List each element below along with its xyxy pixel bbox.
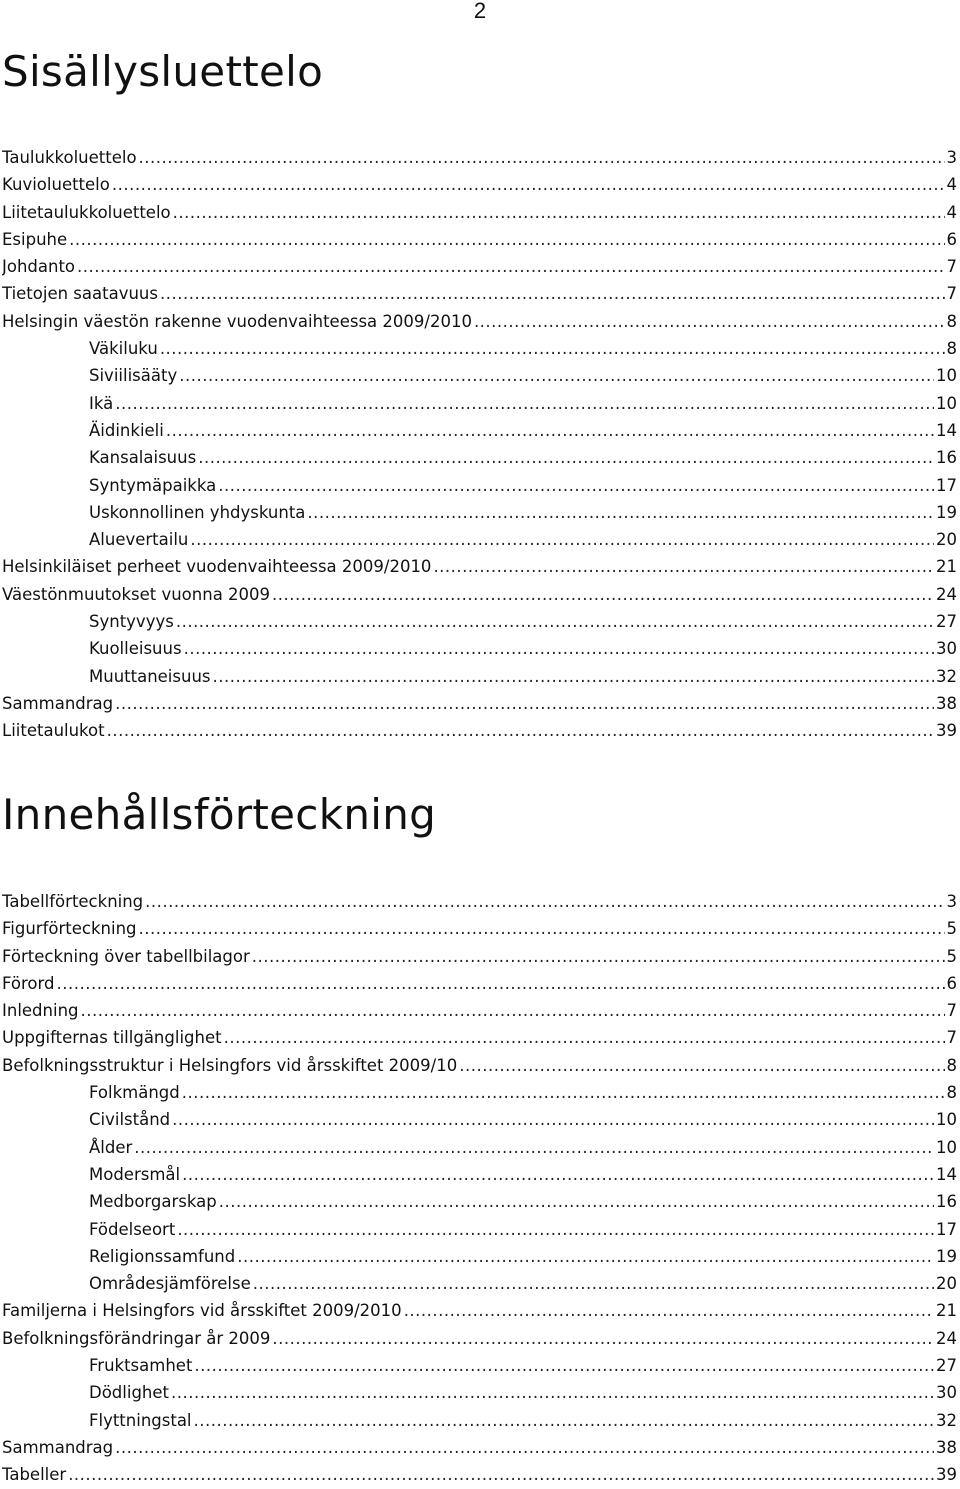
toc-entry[interactable]	[2, 253, 957, 280]
toc-entry[interactable]	[2, 526, 957, 553]
toc-entry-page-number: 7	[946, 257, 957, 277]
toc-entry-page-number: 7	[946, 1028, 957, 1048]
toc-entry[interactable]	[2, 997, 957, 1024]
toc-entry-label: Modersmål	[89, 1164, 181, 1184]
toc-entry[interactable]	[2, 1079, 957, 1106]
toc-dot-leader	[404, 1297, 934, 1324]
toc-dot-leader	[134, 1134, 934, 1161]
toc-list-finnish	[2, 144, 957, 745]
toc-dot-leader	[56, 970, 944, 997]
toc-entry[interactable]	[2, 553, 957, 580]
toc-entry-label: Sammandrag	[2, 1437, 114, 1457]
toc-dot-leader	[219, 1188, 934, 1215]
toc-dot-leader	[173, 199, 945, 226]
toc-dot-leader	[194, 1407, 934, 1434]
toc-entry[interactable]	[2, 144, 957, 171]
toc-entry-page-number: 14	[936, 420, 957, 440]
toc-entry-page-number: 19	[936, 502, 957, 522]
toc-entry-label: Muuttaneisuus	[89, 666, 211, 686]
toc-entry-page-number: 7	[946, 284, 957, 304]
toc-entry-label: Ikä	[89, 393, 114, 413]
toc-entry-label: Kuolleisuus	[89, 639, 182, 659]
toc-entry-page-number: 17	[936, 475, 957, 495]
toc-entry[interactable]	[2, 1024, 957, 1051]
toc-entry-page-number: 39	[936, 721, 957, 741]
toc-title-swedish: Innehållsförteckning	[2, 790, 437, 839]
toc-entry-page-number: 10	[936, 393, 957, 413]
toc-dot-leader	[69, 226, 944, 253]
toc-entry[interactable]	[2, 1161, 957, 1188]
toc-entry[interactable]	[2, 970, 957, 997]
toc-entry[interactable]	[2, 226, 957, 253]
toc-dot-leader	[433, 553, 934, 580]
toc-entry-label: Helsinkiläiset perheet vuodenvaihteessa 2009/2010	[2, 557, 432, 577]
toc-entry[interactable]	[2, 1461, 957, 1488]
toc-dot-leader	[237, 1243, 934, 1270]
toc-entry[interactable]	[2, 663, 957, 690]
toc-entry-label: Befolkningsförändringar år 2009	[2, 1328, 271, 1348]
toc-entry[interactable]	[2, 1270, 957, 1297]
toc-entry[interactable]	[2, 1379, 957, 1406]
toc-dot-leader	[179, 362, 934, 389]
toc-dot-leader	[307, 499, 934, 526]
toc-entry-label: Områdesjämförelse	[89, 1274, 251, 1294]
toc-dot-leader	[145, 888, 944, 915]
toc-entry-page-number: 3	[946, 148, 957, 167]
toc-entry-label: Aluevertailu	[89, 530, 189, 550]
toc-entry[interactable]	[2, 1106, 957, 1133]
toc-entry-label: Ålder	[89, 1137, 133, 1157]
toc-entry-page-number: 16	[936, 448, 957, 468]
toc-dot-leader	[139, 144, 945, 171]
toc-entry-page-number: 20	[936, 1274, 957, 1294]
toc-dot-leader	[166, 417, 934, 444]
toc-entry-label: Helsingin väestön rakenne vuodenvaihteessa 2009/2010	[2, 311, 472, 331]
toc-entry-page-number: 8	[946, 311, 957, 331]
toc-entry-page-number: 8	[946, 1083, 957, 1103]
toc-dot-leader	[68, 1461, 934, 1488]
toc-entry[interactable]	[2, 888, 957, 915]
toc-dot-leader	[115, 1434, 934, 1461]
toc-title-finnish: Sisällysluettelo	[2, 47, 324, 96]
toc-entry-label: Tabellförteckning	[2, 892, 144, 911]
toc-entry-page-number: 7	[946, 1001, 957, 1021]
toc-entry[interactable]	[2, 608, 957, 635]
toc-entry[interactable]	[2, 1188, 957, 1215]
toc-entry-page-number: 20	[936, 530, 957, 550]
toc-entry-label: Syntymäpaikka	[89, 475, 217, 495]
toc-entry[interactable]	[2, 1297, 957, 1324]
toc-entry-page-number: 38	[936, 693, 957, 713]
toc-entry-label: Fruktsamhet	[89, 1356, 193, 1376]
toc-entry-label: Figurförteckning	[2, 919, 137, 939]
toc-entry-page-number: 14	[936, 1164, 957, 1184]
toc-entry[interactable]	[2, 1243, 957, 1270]
toc-entry-label: Inledning	[2, 1001, 79, 1021]
toc-entry-page-number: 10	[936, 366, 957, 386]
toc-entry-page-number: 17	[936, 1219, 957, 1239]
toc-dot-leader	[176, 608, 934, 635]
toc-dot-leader	[190, 526, 934, 553]
toc-entry[interactable]	[2, 362, 957, 389]
toc-dot-leader	[253, 1270, 934, 1297]
toc-entry-page-number: 32	[936, 1410, 957, 1430]
toc-entry[interactable]	[2, 1434, 957, 1461]
toc-entry-page-number: 21	[936, 1301, 957, 1321]
page-number: 2	[473, 0, 487, 23]
toc-entry[interactable]	[2, 1134, 957, 1161]
toc-entry[interactable]	[2, 1052, 957, 1079]
toc-dot-leader	[160, 280, 945, 307]
toc-entry-page-number: 19	[936, 1246, 957, 1266]
toc-entry-label: Kansalaisuus	[89, 448, 197, 468]
toc-entry[interactable]	[2, 280, 957, 307]
toc-entry-label: Syntyvyys	[89, 612, 174, 632]
toc-dot-leader	[182, 1161, 934, 1188]
toc-entry-page-number: 5	[946, 919, 957, 939]
toc-entry-label: Äidinkieli	[89, 420, 164, 440]
toc-entry-label: Förteckning över tabellbilagor	[2, 946, 250, 966]
toc-dot-leader	[459, 1052, 944, 1079]
toc-dot-leader	[81, 997, 945, 1024]
toc-entry-label: Taulukkoluettelo	[2, 148, 137, 167]
toc-entry-page-number: 3	[946, 892, 957, 911]
toc-entry-page-number: 30	[936, 639, 957, 659]
toc-entry-label: Uskonnollinen yhdyskunta	[89, 502, 306, 522]
toc-entry-page-number: 5	[946, 946, 957, 966]
toc-dot-leader	[224, 1024, 945, 1051]
toc-entry[interactable]	[2, 635, 957, 662]
toc-entry[interactable]	[2, 717, 957, 744]
toc-entry[interactable]	[2, 199, 957, 226]
toc-entry-label: Liitetaulukkoluettelo	[2, 202, 171, 222]
toc-dot-leader	[115, 390, 934, 417]
toc-dot-leader	[139, 915, 945, 942]
toc-entry-page-number: 24	[936, 584, 957, 604]
toc-entry-label: Civilstånd	[89, 1110, 171, 1130]
toc-dot-leader	[272, 1325, 934, 1352]
toc-entry[interactable]	[2, 335, 957, 362]
toc-entry-label: Johdanto	[2, 257, 76, 277]
toc-dot-leader	[182, 1079, 945, 1106]
toc-entry-page-number: 8	[946, 1055, 957, 1075]
toc-dot-leader	[171, 1379, 934, 1406]
toc-dot-leader	[218, 472, 934, 499]
toc-dot-leader	[77, 253, 944, 280]
toc-entry[interactable]	[2, 444, 957, 471]
toc-dot-leader	[194, 1352, 934, 1379]
toc-dot-leader	[107, 717, 934, 744]
toc-dot-leader	[184, 635, 934, 662]
toc-entry-label: Medborgarskap	[89, 1192, 217, 1212]
toc-entry-label: Religionssamfund	[89, 1246, 236, 1266]
toc-entry[interactable]	[2, 390, 957, 417]
toc-dot-leader	[177, 1216, 934, 1243]
toc-entry-label: Kuvioluettelo	[2, 175, 110, 195]
toc-list-swedish	[2, 888, 957, 1489]
toc-entry-label: Födelseort	[89, 1219, 176, 1239]
toc-entry-page-number: 8	[946, 339, 957, 359]
toc-entry[interactable]	[2, 171, 957, 198]
toc-entry[interactable]	[2, 690, 957, 717]
toc-entry-page-number: 4	[946, 175, 957, 195]
toc-entry-label: Uppgifternas tillgänglighet	[2, 1028, 222, 1048]
toc-entry[interactable]	[2, 1407, 957, 1434]
toc-entry-page-number: 4	[946, 202, 957, 222]
toc-entry-label: Sammandrag	[2, 693, 114, 713]
toc-entry-page-number: 30	[936, 1383, 957, 1403]
toc-entry[interactable]	[2, 1325, 957, 1352]
toc-entry-label: Liitetaulukot	[2, 721, 105, 741]
toc-dot-leader	[172, 1106, 934, 1133]
toc-entry-page-number: 32	[936, 666, 957, 686]
toc-entry-page-number: 39	[936, 1465, 957, 1485]
toc-entry-label: Förord	[2, 973, 55, 993]
toc-entry-label: Dödlighet	[89, 1383, 169, 1403]
toc-entry-label: Familjerna i Helsingfors vid årsskiftet 2009/2010	[2, 1301, 402, 1321]
toc-dot-leader	[160, 335, 945, 362]
toc-entry-label: Väkiluku	[89, 339, 158, 359]
toc-entry-page-number: 16	[936, 1192, 957, 1212]
toc-entry-page-number: 10	[936, 1110, 957, 1130]
toc-dot-leader	[252, 943, 945, 970]
toc-entry-page-number: 27	[936, 612, 957, 632]
toc-entry-label: Tietojen saatavuus	[2, 284, 158, 304]
toc-entry[interactable]	[2, 1216, 957, 1243]
toc-entry-label: Esipuhe	[2, 229, 68, 249]
toc-entry-page-number: 21	[936, 557, 957, 577]
toc-dot-leader	[474, 308, 945, 335]
toc-dot-leader	[272, 581, 934, 608]
toc-entry[interactable]	[2, 581, 957, 608]
toc-entry[interactable]	[2, 417, 957, 444]
toc-dot-leader	[112, 171, 945, 198]
toc-entry-page-number: 38	[936, 1437, 957, 1457]
toc-dot-leader	[198, 444, 934, 471]
toc-entry-page-number: 6	[946, 973, 957, 993]
toc-entry-label: Siviilisääty	[89, 366, 178, 386]
toc-entry-page-number: 10	[936, 1137, 957, 1157]
toc-entry[interactable]	[2, 943, 957, 970]
toc-entry[interactable]	[2, 308, 957, 335]
toc-entry[interactable]	[2, 472, 957, 499]
toc-dot-leader	[213, 663, 934, 690]
toc-entry-page-number: 27	[936, 1356, 957, 1376]
toc-entry[interactable]	[2, 915, 957, 942]
toc-entry-label: Befolkningsstruktur i Helsingfors vid årsskiftet 2009/10	[2, 1055, 458, 1075]
toc-entry-label: Väestönmuutokset vuonna 2009	[2, 584, 271, 604]
toc-entry-label: Tabeller	[2, 1465, 67, 1485]
toc-entry-page-number: 24	[936, 1328, 957, 1348]
toc-dot-leader	[115, 690, 934, 717]
toc-entry-label: Folkmängd	[89, 1083, 180, 1103]
toc-entry[interactable]	[2, 499, 957, 526]
toc-entry[interactable]	[2, 1352, 957, 1379]
toc-entry-label: Flyttningstal	[89, 1410, 192, 1430]
toc-entry-page-number: 6	[946, 229, 957, 249]
